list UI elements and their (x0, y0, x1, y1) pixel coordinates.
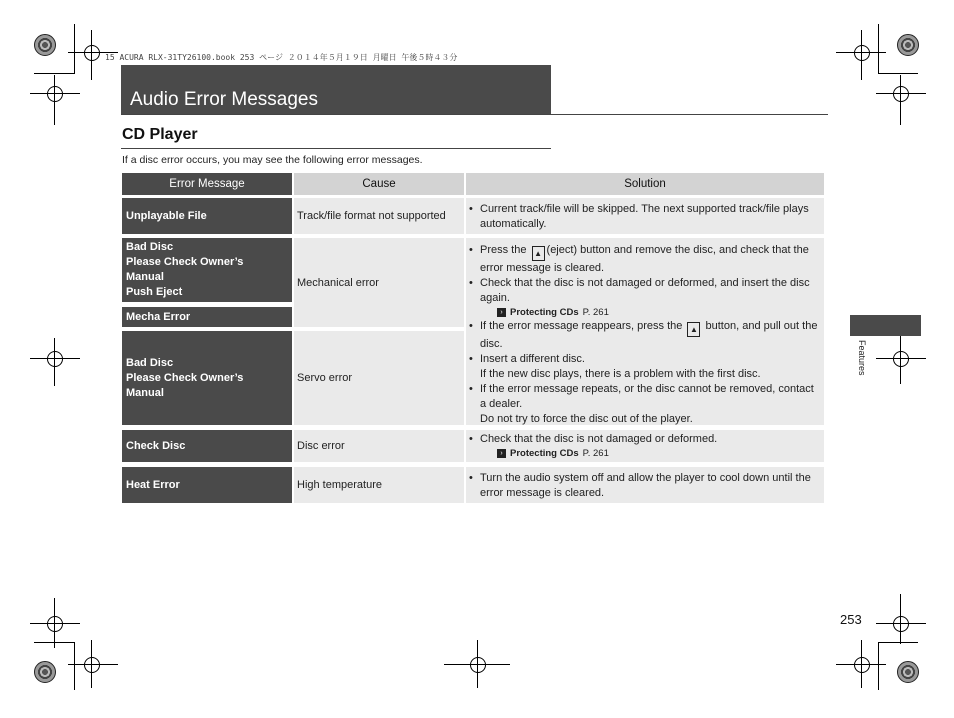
header-error-message: Error Message (122, 173, 292, 195)
solution-bullet: • If the error message repeats, or the disc cannot be removed, contact a dealer. (469, 383, 814, 410)
print-file-header: 15 ACURA RLX-31TY26100.book 253 ページ ２０１４年５月１９日 月曜日 午後５時４３分 (105, 53, 458, 62)
section-rule (121, 148, 551, 149)
registration-rosette-icon (34, 661, 56, 683)
cause-text: High temperature (297, 479, 382, 491)
error-cell-heat-error (122, 467, 292, 503)
cause-text: Track/file format not supported (297, 210, 446, 222)
cause-cell (294, 198, 464, 234)
error-line: Please Check Owner’s (126, 256, 244, 268)
cause-cell (294, 331, 464, 425)
error-cell-unplayable-file (122, 198, 292, 234)
registration-rosette-icon (897, 661, 919, 683)
header-cause: Cause (294, 173, 464, 195)
error-cell-bad-disc-eject (122, 238, 292, 302)
solution-bullet: • Check that the disc is not damaged or deformed, and insert the disc again. (469, 277, 810, 304)
eject-button-icon: ▲ (532, 246, 545, 261)
reference-arrow-icon: › (497, 449, 506, 458)
solution-bullet: • If the error message reappears, press the ▲ button, and pull out the disc. (469, 320, 818, 350)
registration-rosette-icon (897, 34, 919, 56)
solution-cell (466, 467, 824, 503)
solution-continuation: Do not try to force the disc out of the player. (480, 413, 693, 425)
reference-arrow-icon: › (497, 308, 506, 317)
error-cell-check-disc (122, 430, 292, 462)
cause-text: Servo error (297, 372, 353, 384)
intro-text: If a disc error occurs, you may see the following error messages. (122, 154, 423, 166)
error-cell-mecha-error (122, 307, 292, 327)
cause-cell (294, 430, 464, 462)
error-line: Mecha Error (126, 310, 191, 323)
chapter-side-label: Features (857, 340, 867, 376)
registration-rosette-icon (34, 34, 56, 56)
error-line: Please Check Owner’s (126, 371, 244, 384)
solution-bullet: • Current track/file will be skipped. The next supported track/file plays automatically. (469, 203, 809, 230)
error-line: Bad Disc (126, 356, 174, 369)
error-cell-bad-disc (122, 331, 292, 425)
header-solution: Solution (466, 173, 824, 195)
error-line: Manual (126, 386, 164, 399)
solution-cell-disc-errors (466, 238, 824, 425)
solution-cell (466, 198, 824, 234)
page-title: Audio Error Messages (130, 89, 318, 110)
error-line: Check Disc (126, 439, 186, 452)
cross-reference-link[interactable]: › Protecting CDs P. 261 (469, 306, 818, 319)
solution-bullet: • Turn the audio system off and allow the player to cool down until the error message is cleared. (469, 472, 811, 499)
cross-reference-link[interactable]: › Protecting CDs P. 261 (469, 447, 818, 460)
error-line: Unplayable File (126, 209, 207, 222)
cause-text: Disc error (297, 440, 345, 452)
page-number: 253 (840, 612, 862, 627)
cause-cell (294, 238, 464, 327)
solution-bullet: • Press the ▲ (eject) button and remove the disc, and check that the error message is cleared. (469, 244, 809, 274)
error-line: Heat Error (126, 478, 180, 491)
title-rule (121, 114, 828, 115)
chapter-side-tab[interactable] (850, 315, 921, 336)
error-line: Bad Disc (126, 241, 174, 253)
solution-bullet: • Check that the disc is not damaged or deformed. (469, 433, 718, 445)
eject-button-icon: ▲ (687, 322, 700, 337)
solution-continuation: If the new disc plays, there is a problem with the first disc. (480, 368, 761, 380)
error-line: Manual (126, 271, 164, 283)
section-title: CD Player (122, 126, 198, 143)
solution-cell (466, 430, 824, 462)
cause-cell (294, 467, 464, 503)
error-line: Push Eject (126, 286, 183, 298)
solution-bullet: • Insert a different disc. (469, 353, 585, 365)
cause-text: Mechanical error (297, 276, 379, 289)
